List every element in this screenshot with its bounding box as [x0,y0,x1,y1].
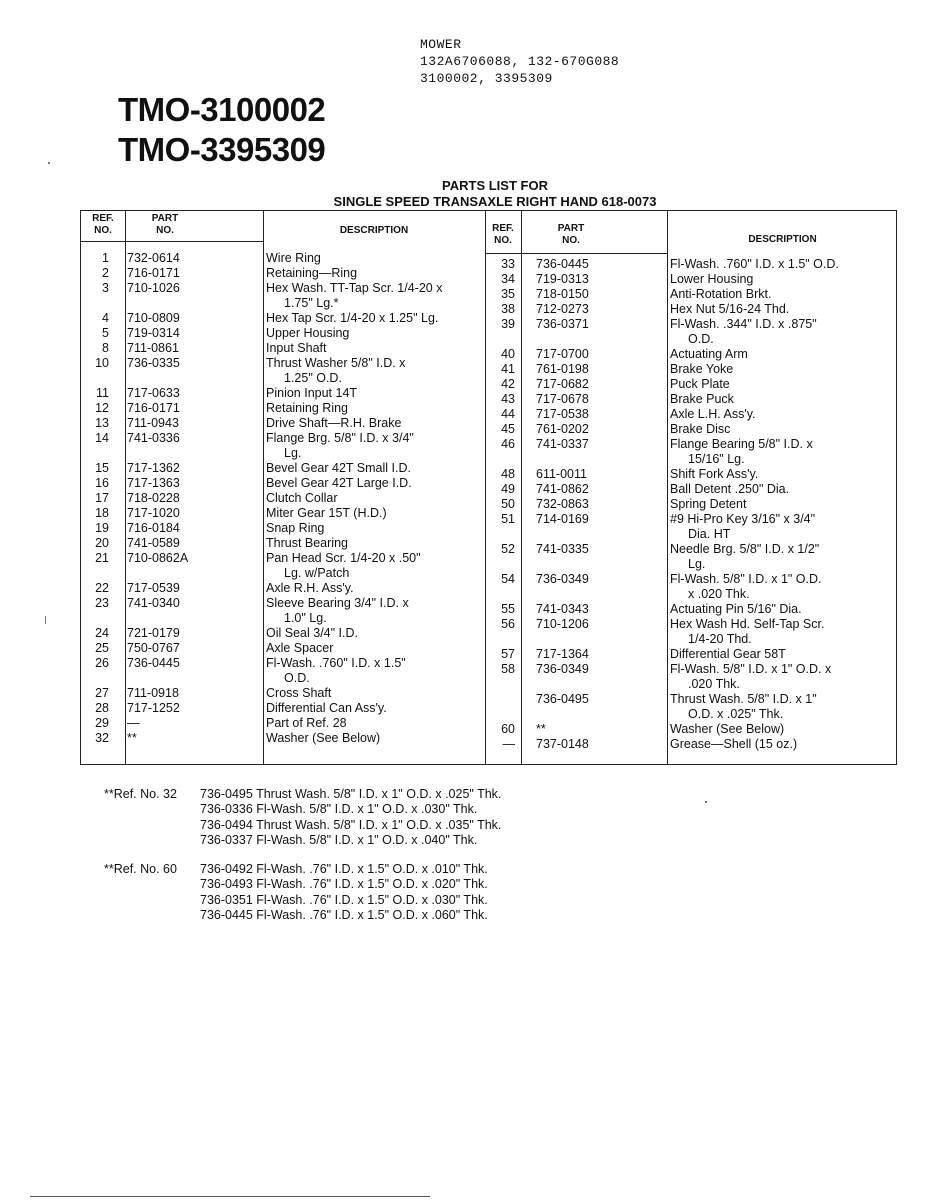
row-part-no: 761-0202 [536,422,589,436]
row-description: Clutch Collar [266,491,338,505]
row-part-no: 736-0349 [536,572,589,586]
footnote-line: 736-0337 Fl-Wash. 5/8" I.D. x 1" O.D. x .040" Thk. [200,833,478,848]
footnote-line: 736-0493 Fl-Wash. .76" I.D. x 1.5" O.D. x .020" Thk. [200,877,488,892]
row-part-no: 721-0179 [127,626,180,640]
row-ref-no: 33 [501,257,515,271]
row-part-no: 711-0943 [127,416,179,430]
row-ref-no: 13 [95,416,109,430]
footnote-line: 736-0351 Fl-Wash. .76" I.D. x 1.5" O.D. x .030" Thk. [200,892,488,907]
footnote-line: 736-0494 Thrust Wash. 5/8" I.D. x 1" O.D. x .035" Thk. [200,817,502,832]
row-ref-no: 50 [501,497,515,511]
row-part-no: 741-0340 [127,596,180,610]
row-ref-no: 46 [501,437,515,451]
row-ref-no: — [502,737,515,751]
row-ref-no: 28 [95,701,109,715]
row-description: Brake Yoke [670,362,734,376]
row-ref-no: 17 [95,491,109,505]
row-ref-no: 40 [501,347,515,361]
row-ref-no: 38 [501,302,515,316]
row-part-no: 718-0150 [536,287,589,301]
row-ref-no: 18 [95,506,109,520]
row-description: Brake Disc [670,422,731,436]
bottom-rule [30,1196,430,1197]
row-ref-no: 60 [501,722,515,736]
row-ref-no: 42 [501,377,515,391]
row-part-no: 741-0862 [536,482,589,496]
row-description: Hex Tap Scr. 1/4-20 x 1.25" Lg. [266,311,439,325]
row-part-no: 711-0918 [127,686,179,700]
row-ref-no: 58 [501,662,515,676]
scan-speck [45,616,46,624]
row-ref-no: 23 [95,596,109,610]
footnote-lines [200,787,501,849]
row-ref-no: 39 [501,317,515,331]
row-ref-no: 10 [95,356,109,370]
row-ref-no: 3 [102,281,109,295]
row-part-no: 736-0445 [127,656,180,670]
row-part-no: ** [536,722,546,736]
row-part-no: 750-0767 [127,641,180,655]
row-part-no: 717-1362 [127,461,180,475]
row-part-no: 717-0700 [536,347,589,361]
row-part-no: ** [127,731,137,745]
row-ref-no: 5 [102,326,109,340]
row-part-no: 736-0495 [536,692,589,706]
row-part-no: 761-0198 [536,362,589,376]
row-ref-no: 16 [95,476,109,490]
parts-list-title-line: SINGLE SPEED TRANSAXLE RIGHT HAND 618-0073 [333,194,657,209]
row-part-no: 736-0371 [536,317,589,331]
row-description: Thrust Washer 5/8" I.D. x [266,356,406,370]
row-ref-no: 44 [501,407,515,421]
row-ref-no: 55 [501,602,515,616]
row-part-no: 732-0614 [127,251,180,265]
row-description: Differential Can Ass'y. [266,701,387,715]
row-description: Part of Ref. 28 [266,716,347,730]
row-ref-no: 14 [95,431,109,445]
row-ref-no: 56 [501,617,515,631]
row-part-no: 741-0589 [127,536,180,550]
row-part-no: 717-0678 [536,392,589,406]
row-ref-no: 8 [102,341,109,355]
row-part-no: 736-0349 [536,662,589,676]
row-part-no: 710-1206 [536,617,589,631]
row-description: Dia. HT [688,527,731,542]
row-description: Washer (See Below) [670,722,785,736]
row-description: Lg. [284,446,302,461]
row-description: Shift Fork Ass'y. [670,467,759,481]
row-description: Fl-Wash. .760" I.D. x 1.5" O.D. [670,257,839,271]
row-part-no: 741-0336 [127,431,180,445]
footnote-line: 736-0495 Thrust Wash. 5/8" I.D. x 1" O.D. x .025" Thk. [200,787,502,801]
row-ref-no: 24 [95,626,109,640]
row-description: 1.75" Lg.* [284,296,339,311]
row-part-no: 710-0862A [127,551,189,565]
row-part-no: 718-0228 [127,491,180,505]
row-ref-no: 29 [95,716,109,730]
row-description: Hex Wash. TT-Tap Scr. 1/4-20 x [266,281,443,295]
column-header-part: PART NO. [557,223,585,246]
column-divider [263,211,264,764]
row-ref-no: 21 [95,551,109,565]
row-description: Axle R.H. Ass'y. [266,581,354,595]
scan-speck [705,801,707,803]
column-divider [667,211,668,764]
row-ref-no: 49 [501,482,515,496]
row-part-no: 717-0633 [127,386,180,400]
row-description: Axle Spacer [266,641,334,655]
row-description: 1.0" Lg. [284,611,327,626]
column-header-ref: REF. NO. [492,223,514,246]
row-description: O.D. [688,332,714,347]
row-description: Thrust Bearing [266,536,348,550]
row-description: 15/16" Lg. [688,452,745,467]
row-description: Axle L.H. Ass'y. [670,407,756,421]
row-ref-no: 1 [102,251,109,265]
row-description: Drive Shaft—R.H. Brake [266,416,402,430]
row-description: Puck Plate [670,377,730,391]
row-ref-no: 35 [501,287,515,301]
row-description: Grease—Shell (15 oz.) [670,737,798,751]
row-description: Thrust Wash. 5/8" I.D. x 1" [670,692,817,706]
row-description: Fl-Wash. 5/8" I.D. x 1" O.D. x [670,662,832,676]
footnote-lines [200,862,488,924]
header-divider [485,253,667,254]
parts-list-title-line: PARTS LIST FOR [442,178,548,193]
column-header-description: DESCRIPTION [339,225,409,236]
parts-table [80,210,897,765]
model-title: TMO-3100002 [118,91,326,128]
row-description: Actuating Arm [670,347,748,361]
row-description: Oil Seal 3/4" I.D. [266,626,358,640]
row-description: Hex Wash Hd. Self-Tap Scr. [670,617,825,631]
row-description: Washer (See Below) [266,731,381,745]
footnote-line: 736-0336 Fl-Wash. 5/8" I.D. x 1" O.D. x .030" Thk. [200,802,478,817]
footnote-label: **Ref. No. 60 [104,862,177,876]
column-divider [521,211,522,764]
row-description: .020 Thk. [688,677,740,692]
row-description: x .020 Thk. [688,587,750,602]
row-description: O.D. x .025" Thk. [688,707,784,722]
footnote-ref-32 [104,787,584,851]
row-description: Snap Ring [266,521,325,535]
row-ref-no: 34 [501,272,515,286]
page-title [118,90,325,170]
row-ref-no: 22 [95,581,109,595]
row-ref-no: 2 [102,266,109,280]
row-description: Bevel Gear 42T Small I.D. [266,461,411,475]
row-description: Flange Bearing 5/8" I.D. x [670,437,813,451]
row-description: #9 Hi-Pro Key 3/16" x 3/4" [670,512,816,526]
footnote-label: **Ref. No. 32 [104,787,177,801]
column-header-ref: REF. NO. [92,213,114,236]
row-ref-no: 19 [95,521,109,535]
row-part-no: 741-0337 [536,437,589,451]
row-part-no: 736-0445 [536,257,589,271]
row-part-no: 732-0863 [536,497,589,511]
row-ref-no: 26 [95,656,109,670]
column-divider [125,211,126,764]
parts-list-title [250,178,740,210]
row-ref-no: 43 [501,392,515,406]
row-ref-no: 48 [501,467,515,481]
row-part-no: 717-0539 [127,581,180,595]
row-description: O.D. [284,671,310,686]
row-part-no: 712-0273 [536,302,589,316]
row-ref-no: 52 [501,542,515,556]
row-ref-no: 12 [95,401,109,415]
row-description: Cross Shaft [266,686,332,700]
row-part-no: 737-0148 [536,737,589,751]
row-part-no: 717-1252 [127,701,180,715]
footnote-ref-60 [104,862,584,926]
row-description: Retaining Ring [266,401,348,415]
row-description: Fl-Wash. 5/8" I.D. x 1" O.D. [670,572,822,586]
row-description: Lg. [688,557,706,572]
footnote-line: 736-0492 Fl-Wash. .76" I.D. x 1.5" O.D. x .010" Thk. [200,862,488,876]
row-part-no: 717-0682 [536,377,589,391]
row-description: Bevel Gear 42T Large I.D. [266,476,412,490]
row-part-no: 741-0343 [536,602,589,616]
row-ref-no: 15 [95,461,109,475]
row-description: Flange Brg. 5/8" I.D. x 3/4" [266,431,414,445]
model-header-line: 3100002, 3395309 [420,71,553,86]
row-part-no: 710-1026 [127,281,180,295]
model-header-line: 132A6706088, 132-670G088 [420,54,620,69]
row-ref-no: 41 [501,362,515,376]
row-part-no: 611-0011 [536,467,587,481]
row-ref-no: 51 [501,512,515,526]
model-title: TMO-3395309 [118,131,326,168]
model-header [420,36,619,87]
row-part-no: 717-1364 [536,647,589,661]
row-description: Brake Puck [670,392,734,406]
row-part-no: 719-0314 [127,326,180,340]
row-ref-no: 4 [102,311,109,325]
column-header-description: DESCRIPTION [748,234,817,245]
header-divider [81,241,264,242]
row-ref-no: 27 [95,686,109,700]
row-ref-no: 20 [95,536,109,550]
row-description: Sleeve Bearing 3/4" I.D. x [266,596,409,610]
row-part-no: 716-0171 [127,266,180,280]
row-part-no: 710-0809 [127,311,180,325]
row-description: Hex Nut 5/16-24 Thd. [670,302,790,316]
row-description: Lower Housing [670,272,754,286]
row-part-no: 717-0538 [536,407,589,421]
row-description: Input Shaft [266,341,327,355]
row-ref-no: 57 [501,647,515,661]
row-description: 1/4-20 Thd. [688,632,752,647]
row-description: 1.25" O.D. [284,371,342,386]
row-ref-no: 54 [501,572,515,586]
scan-speck [48,162,50,164]
row-description: Wire Ring [266,251,321,265]
row-description: Actuating Pin 5/16" Dia. [670,602,802,616]
row-ref-no: 32 [95,731,109,745]
row-part-no: 736-0335 [127,356,180,370]
row-ref-no: 25 [95,641,109,655]
row-part-no: 717-1363 [127,476,180,490]
row-part-no: — [127,716,140,730]
row-description: Fl-Wash. .760" I.D. x 1.5" [266,656,406,670]
model-header-line: MOWER [420,37,462,52]
column-header-part: PART NO. [151,213,179,236]
row-description: Miter Gear 15T (H.D.) [266,506,387,520]
row-description: Pinion Input 14T [266,386,358,400]
row-part-no: 717-1020 [127,506,180,520]
row-description: Upper Housing [266,326,350,340]
row-description: Retaining—Ring [266,266,358,280]
row-ref-no: 45 [501,422,515,436]
row-description: Lg. w/Patch [284,566,350,581]
row-description: Spring Detent [670,497,747,511]
row-part-no: 719-0313 [536,272,589,286]
row-part-no: 716-0171 [127,401,180,415]
row-description: Differential Gear 58T [670,647,786,661]
row-part-no: 714-0169 [536,512,589,526]
row-part-no: 741-0335 [536,542,589,556]
row-part-no: 716-0184 [127,521,180,535]
row-description: Anti-Rotation Brkt. [670,287,772,301]
row-part-no: 711-0861 [127,341,179,355]
row-description: Pan Head Scr. 1/4-20 x .50" [266,551,421,565]
row-description: Ball Detent .250" Dia. [670,482,790,496]
row-description: Fl-Wash. .344" I.D. x .875" [670,317,817,331]
row-ref-no: 11 [96,386,109,400]
row-description: Needle Brg. 5/8" I.D. x 1/2" [670,542,820,556]
footnote-line: 736-0445 Fl-Wash. .76" I.D. x 1.5" O.D. x .060" Thk. [200,908,488,923]
